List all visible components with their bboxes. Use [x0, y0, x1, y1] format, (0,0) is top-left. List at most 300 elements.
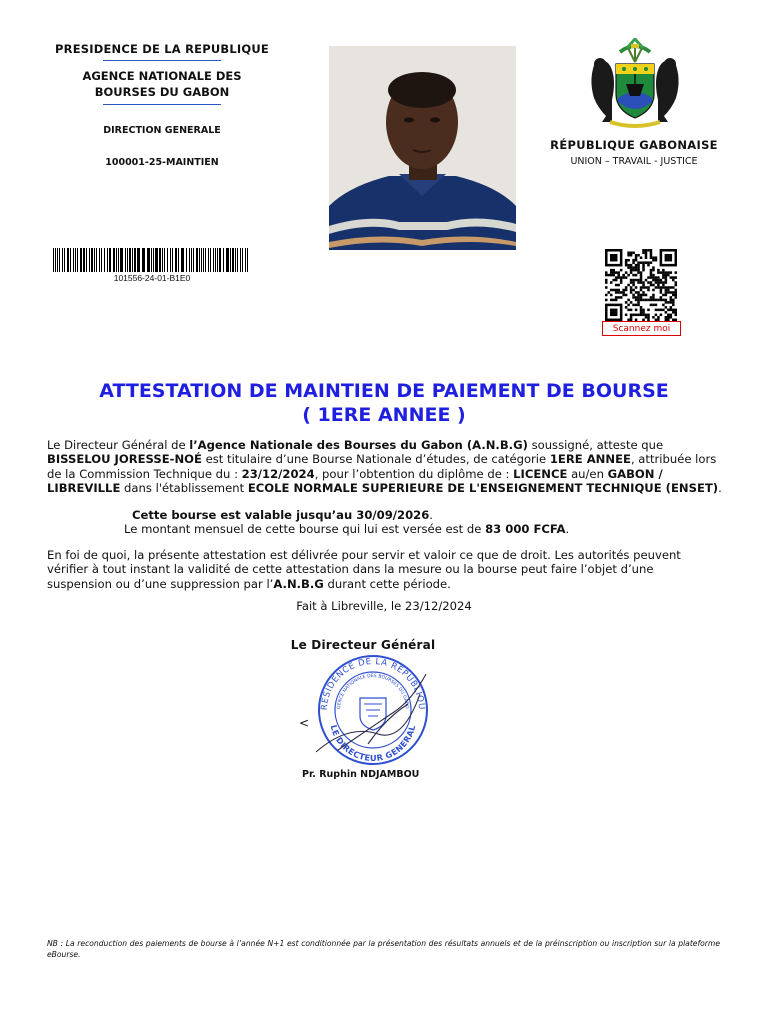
qr-module	[605, 294, 608, 297]
qr-module	[670, 316, 673, 319]
qr-module	[622, 294, 625, 297]
qr-module	[632, 274, 635, 277]
qr-module	[665, 276, 668, 279]
qr-module	[612, 311, 615, 314]
qr-module	[672, 264, 675, 267]
qr-module	[640, 286, 643, 289]
qr-module	[625, 276, 628, 279]
qr-module	[655, 256, 658, 259]
qr-module	[647, 281, 650, 284]
qr-module	[660, 271, 663, 274]
text-span: .	[565, 522, 570, 536]
qr-module	[632, 294, 635, 297]
scholarship-category: 1ERE ANNEE	[549, 452, 631, 467]
qr-module	[637, 264, 640, 267]
qr-module	[640, 309, 643, 312]
qr-module	[652, 274, 655, 277]
qr-module	[605, 311, 608, 314]
qr-module	[657, 271, 660, 274]
republic-motto: UNION – TRAVAIL - JUSTICE	[570, 156, 698, 167]
qr-module	[630, 271, 633, 274]
qr-module	[667, 254, 670, 257]
qr-module	[615, 296, 618, 299]
qr-module	[665, 271, 668, 274]
qr-module	[612, 289, 615, 292]
qr-module	[675, 271, 677, 274]
barcode-bar	[96, 248, 97, 272]
barcode-bar	[62, 248, 63, 272]
qr-module	[672, 299, 675, 302]
qr-module	[615, 299, 618, 302]
qr-module	[640, 271, 643, 274]
barcode-bar	[86, 248, 87, 272]
qr-module	[630, 266, 633, 269]
qr-module	[660, 314, 663, 317]
qr-module	[625, 301, 628, 304]
qr-module	[620, 281, 623, 284]
barcode-bar	[247, 248, 248, 272]
barcode-bar	[83, 248, 85, 272]
text-span: est titulaire d’une Bourse Nationale d’études, de catégorie	[201, 452, 550, 467]
qr-module	[675, 309, 677, 312]
qr-module	[630, 289, 633, 292]
qr-module	[642, 261, 645, 264]
barcode-bar	[132, 248, 133, 272]
qr-module	[630, 269, 633, 272]
barcode-bar	[99, 248, 100, 272]
qr-module	[655, 276, 658, 279]
qr-module	[635, 259, 638, 262]
barcode-bar	[91, 248, 93, 272]
qr-module	[670, 314, 673, 317]
student-photo	[329, 46, 516, 250]
qr-module	[615, 291, 618, 294]
qr-module	[662, 271, 665, 274]
qr-module	[612, 256, 615, 259]
qr-module	[622, 289, 625, 292]
qr-module	[670, 254, 673, 257]
qr-module	[660, 251, 663, 254]
qr-module	[605, 306, 608, 309]
barcode-bar	[226, 248, 229, 272]
qr-module	[635, 269, 638, 272]
qr-module	[642, 299, 645, 302]
qr-module	[667, 256, 670, 259]
qr-module	[650, 274, 653, 277]
qr-module	[620, 249, 623, 252]
qr-module	[645, 261, 648, 264]
qr-module	[675, 294, 677, 297]
qr-module	[665, 316, 668, 319]
qr-module	[672, 311, 675, 314]
qr-module	[605, 261, 608, 264]
qr-module	[662, 276, 665, 279]
qr-module	[647, 289, 650, 292]
qr-module	[667, 301, 670, 304]
barcode-bar	[208, 248, 209, 272]
qr-module	[655, 259, 658, 262]
text-span: , pour l’obtention du diplôme de :	[314, 466, 514, 481]
qr-module	[665, 291, 668, 294]
qr-module	[670, 301, 673, 304]
qr-module	[650, 269, 653, 272]
qr-module	[665, 301, 668, 304]
qr-module	[615, 279, 618, 282]
qr-module	[635, 314, 638, 317]
qr-module	[650, 299, 653, 302]
qr-module	[672, 291, 675, 294]
qr-module	[660, 256, 663, 259]
qr-module	[642, 309, 645, 312]
barcode-bar	[178, 248, 179, 272]
header-rule-1	[103, 60, 221, 61]
barcode-bar	[232, 248, 234, 272]
barcode-bar	[167, 248, 168, 272]
validity-line	[132, 508, 433, 522]
barcode-bar	[191, 248, 192, 272]
qr-module	[675, 256, 677, 259]
qr-module	[637, 271, 640, 274]
qr-module	[665, 249, 668, 252]
qr-module	[637, 269, 640, 272]
qr-module	[622, 276, 625, 279]
title-line-1: ATTESTATION DE MAINTIEN DE PAIEMENT DE BOURSE	[99, 380, 669, 402]
qr-module	[612, 299, 615, 302]
qr-module	[635, 256, 638, 259]
qr-module	[672, 286, 675, 289]
qr-module	[652, 284, 655, 287]
qr-module	[650, 256, 653, 259]
qr-module	[632, 251, 635, 254]
qr-module	[660, 299, 663, 302]
qr-module	[662, 284, 665, 287]
qr-module	[620, 304, 623, 307]
qr-module	[672, 309, 675, 312]
qr-module	[670, 291, 673, 294]
qr-module	[652, 296, 655, 299]
qr-module	[665, 289, 668, 292]
qr-module	[675, 296, 677, 299]
qr-module	[675, 249, 677, 252]
qr-module	[675, 314, 677, 317]
qr-module	[645, 314, 648, 317]
text-span: Le montant mensuel de cette bourse qui lui est versée est de	[124, 522, 486, 536]
qr-module	[607, 304, 610, 307]
qr-module	[635, 266, 638, 269]
qr-module	[665, 254, 668, 257]
qr-module	[675, 261, 677, 264]
qr-module	[632, 314, 635, 317]
barcode-bar	[175, 248, 177, 272]
qr-module	[627, 304, 630, 307]
qr-module	[652, 294, 655, 297]
qr-module	[647, 309, 650, 312]
qr-module	[615, 284, 618, 287]
text-span: Le Directeur Général de	[47, 438, 190, 452]
qr-module	[660, 261, 663, 264]
direction-label: DIRECTION GENERALE	[103, 125, 221, 136]
republic-name: RÉPUBLIQUE GABONAISE	[550, 138, 718, 152]
qr-module	[672, 301, 675, 304]
qr-module	[605, 259, 608, 262]
qr-module	[642, 251, 645, 254]
barcode-bar	[223, 248, 224, 272]
qr-module	[675, 251, 677, 254]
qr-module	[675, 259, 677, 262]
qr-module	[675, 289, 677, 292]
qr-module	[630, 264, 633, 267]
reference-number: 100001-25-MAINTIEN	[105, 157, 219, 168]
qr-module	[650, 284, 653, 287]
qr-module	[610, 259, 613, 262]
qr-module	[662, 281, 665, 284]
qr-module	[652, 316, 655, 319]
qr-module	[672, 294, 675, 297]
qr-module	[630, 281, 633, 284]
qr-module	[610, 274, 613, 277]
barcode-bar	[237, 248, 238, 272]
qr-module	[630, 291, 633, 294]
qr-module	[645, 254, 648, 257]
qr-module	[632, 279, 635, 282]
qr-module	[635, 304, 638, 307]
barcode-bar	[242, 248, 243, 272]
qr-module	[637, 266, 640, 269]
qr-module	[610, 281, 613, 284]
qr-module	[642, 264, 645, 267]
barcode-bar	[55, 248, 56, 272]
qr-module	[625, 259, 628, 262]
student-name: BISSELOU JORESSE-NOÉ	[47, 452, 202, 467]
qr-module	[615, 276, 618, 279]
scan-me-button[interactable]: Scannez moi	[602, 321, 681, 336]
qr-module	[640, 299, 643, 302]
qr-module	[675, 311, 677, 314]
qr-module	[667, 264, 670, 267]
qr-module	[667, 274, 670, 277]
barcode-bar	[94, 248, 95, 272]
qr-module	[645, 249, 648, 252]
qr-module	[652, 266, 655, 269]
qr-module	[625, 286, 628, 289]
barcode-bar	[219, 248, 221, 272]
closing-paragraph	[47, 548, 722, 591]
qr-module	[625, 314, 628, 317]
gabon-coat-of-arms-icon	[582, 38, 688, 130]
barcode-bar	[120, 248, 123, 272]
qr-module	[605, 249, 608, 252]
republic-header	[534, 138, 734, 167]
qr-module	[670, 264, 673, 267]
qr-module	[612, 279, 615, 282]
qr-module	[620, 251, 623, 254]
barcode-bar	[142, 248, 145, 272]
qr-module	[605, 254, 608, 257]
barcode-bar	[235, 248, 236, 272]
qr-module	[610, 294, 613, 297]
qr-module	[657, 309, 660, 312]
qr-module	[657, 299, 660, 302]
barcode-bar	[107, 248, 108, 272]
qr-module	[662, 264, 665, 267]
qr-module	[642, 249, 645, 252]
qr-module	[670, 306, 673, 309]
qr-module	[605, 274, 608, 277]
qr-module	[655, 281, 658, 284]
qr-module	[612, 304, 615, 307]
qr-module	[665, 299, 668, 302]
qr-module	[650, 304, 653, 307]
stamp-outer-bottom: LE DIRECTEUR GENERAL	[328, 723, 418, 764]
qr-module	[642, 286, 645, 289]
qr-module	[652, 256, 655, 259]
qr-module	[627, 309, 630, 312]
barcode-bar	[164, 248, 165, 272]
barcode-bar	[205, 248, 206, 272]
qr-module	[667, 271, 670, 274]
qr-module	[612, 314, 615, 317]
validity-date: Cette bourse est valable jusqu’au 30/09/2026	[132, 508, 430, 522]
qr-module	[667, 291, 670, 294]
qr-module	[645, 316, 648, 319]
barcode-bar	[215, 248, 216, 272]
qr-module	[605, 304, 608, 307]
qr-module	[667, 289, 670, 292]
qr-module	[660, 264, 663, 267]
barcode-bar	[137, 248, 140, 272]
qr-module	[662, 309, 665, 312]
qr-module	[640, 276, 643, 279]
qr-module	[665, 311, 668, 314]
qr-module	[605, 251, 608, 254]
qr-module	[617, 271, 620, 274]
qr-module	[605, 281, 608, 284]
qr-module	[635, 264, 638, 267]
qr-module	[635, 286, 638, 289]
qr-module	[670, 249, 673, 252]
qr-module	[630, 314, 633, 317]
qr-module	[657, 269, 660, 272]
qr-module	[612, 249, 615, 252]
barcode-bar	[80, 248, 82, 272]
barcode-bar	[59, 248, 60, 272]
barcode-bar	[159, 248, 161, 272]
qr-module	[607, 291, 610, 294]
text-span: durant cette période.	[323, 576, 451, 591]
qr-module	[650, 261, 653, 264]
qr-module	[672, 249, 675, 252]
barcode-bar	[230, 248, 231, 272]
text-span: , attribuée lors de la Commission Technique du :	[47, 452, 717, 481]
agency-acronym: A.N.B.G	[273, 576, 324, 591]
qr-module	[620, 276, 623, 279]
qr-module	[620, 311, 623, 314]
qr-module	[620, 264, 623, 267]
barcode-bar	[201, 248, 202, 272]
qr-module	[610, 314, 613, 317]
qr-module	[635, 309, 638, 312]
qr-module	[647, 286, 650, 289]
qr-module	[672, 276, 675, 279]
qr-module	[652, 279, 655, 282]
qr-module	[637, 301, 640, 304]
qr-module	[645, 251, 648, 254]
qr-module	[615, 289, 618, 292]
qr-module	[620, 256, 623, 259]
qr-module	[650, 281, 653, 284]
qr-module	[645, 294, 648, 297]
qr-module	[640, 279, 643, 282]
agency-fullname: l’Agence Nationale des Bourses du Gabon (A.N.B.G)	[189, 438, 528, 452]
qr-module	[670, 256, 673, 259]
agency-name-line-1: AGENCE NATIONALE DES	[82, 69, 242, 83]
qr-module	[667, 316, 670, 319]
qr-module	[662, 294, 665, 297]
qr-module	[610, 249, 613, 252]
barcode-bar	[193, 248, 194, 272]
qr-module	[642, 294, 645, 297]
qr-module	[612, 309, 615, 312]
qr-module	[660, 249, 663, 252]
qr-module	[627, 259, 630, 262]
qr-module	[652, 269, 655, 272]
qr-module	[642, 314, 645, 317]
qr-module	[615, 271, 618, 274]
qr-module	[635, 299, 638, 302]
qr-module	[625, 261, 628, 264]
barcode-bar	[109, 248, 111, 272]
qr-module	[627, 299, 630, 302]
qr-module	[665, 281, 668, 284]
qr-module	[675, 281, 677, 284]
qr-module	[627, 266, 630, 269]
barcode-bar	[125, 248, 126, 272]
commission-date: 23/12/2024	[241, 466, 315, 481]
barcode-bar	[186, 248, 187, 272]
qr-module	[620, 309, 623, 312]
qr-module	[672, 304, 675, 307]
qr-module	[605, 286, 608, 289]
qr-module	[615, 259, 618, 262]
barcode-bar	[101, 248, 102, 272]
qr-module	[620, 314, 623, 317]
diploma: LICENCE	[513, 466, 568, 481]
barcode-bar	[89, 248, 90, 272]
qr-module	[632, 281, 635, 284]
qr-module	[637, 304, 640, 307]
qr-module	[617, 249, 620, 252]
qr-module	[615, 309, 618, 312]
institution-name: ECOLE NORMALE SUPERIEURE DE L'ENSEIGNEMENT TECHNIQUE (ENSET)	[247, 480, 719, 495]
qr-module	[610, 299, 613, 302]
qr-module	[630, 301, 633, 304]
qr-module	[660, 289, 663, 292]
qr-module	[660, 279, 663, 282]
monthly-amount: 83 000 FCFA	[485, 522, 566, 536]
qr-module	[660, 296, 663, 299]
qr-module	[622, 291, 625, 294]
qr-module	[612, 274, 615, 277]
barcode-bar	[170, 248, 171, 272]
qr-module	[637, 314, 640, 317]
signatory-name: Pr. Ruphin NDJAMBOU	[302, 769, 420, 780]
barcode-bar	[217, 248, 218, 272]
qr-module	[635, 274, 638, 277]
qr-module	[615, 249, 618, 252]
qr-module	[662, 299, 665, 302]
qr-code-icon[interactable]	[605, 249, 677, 321]
qr-module	[632, 266, 635, 269]
